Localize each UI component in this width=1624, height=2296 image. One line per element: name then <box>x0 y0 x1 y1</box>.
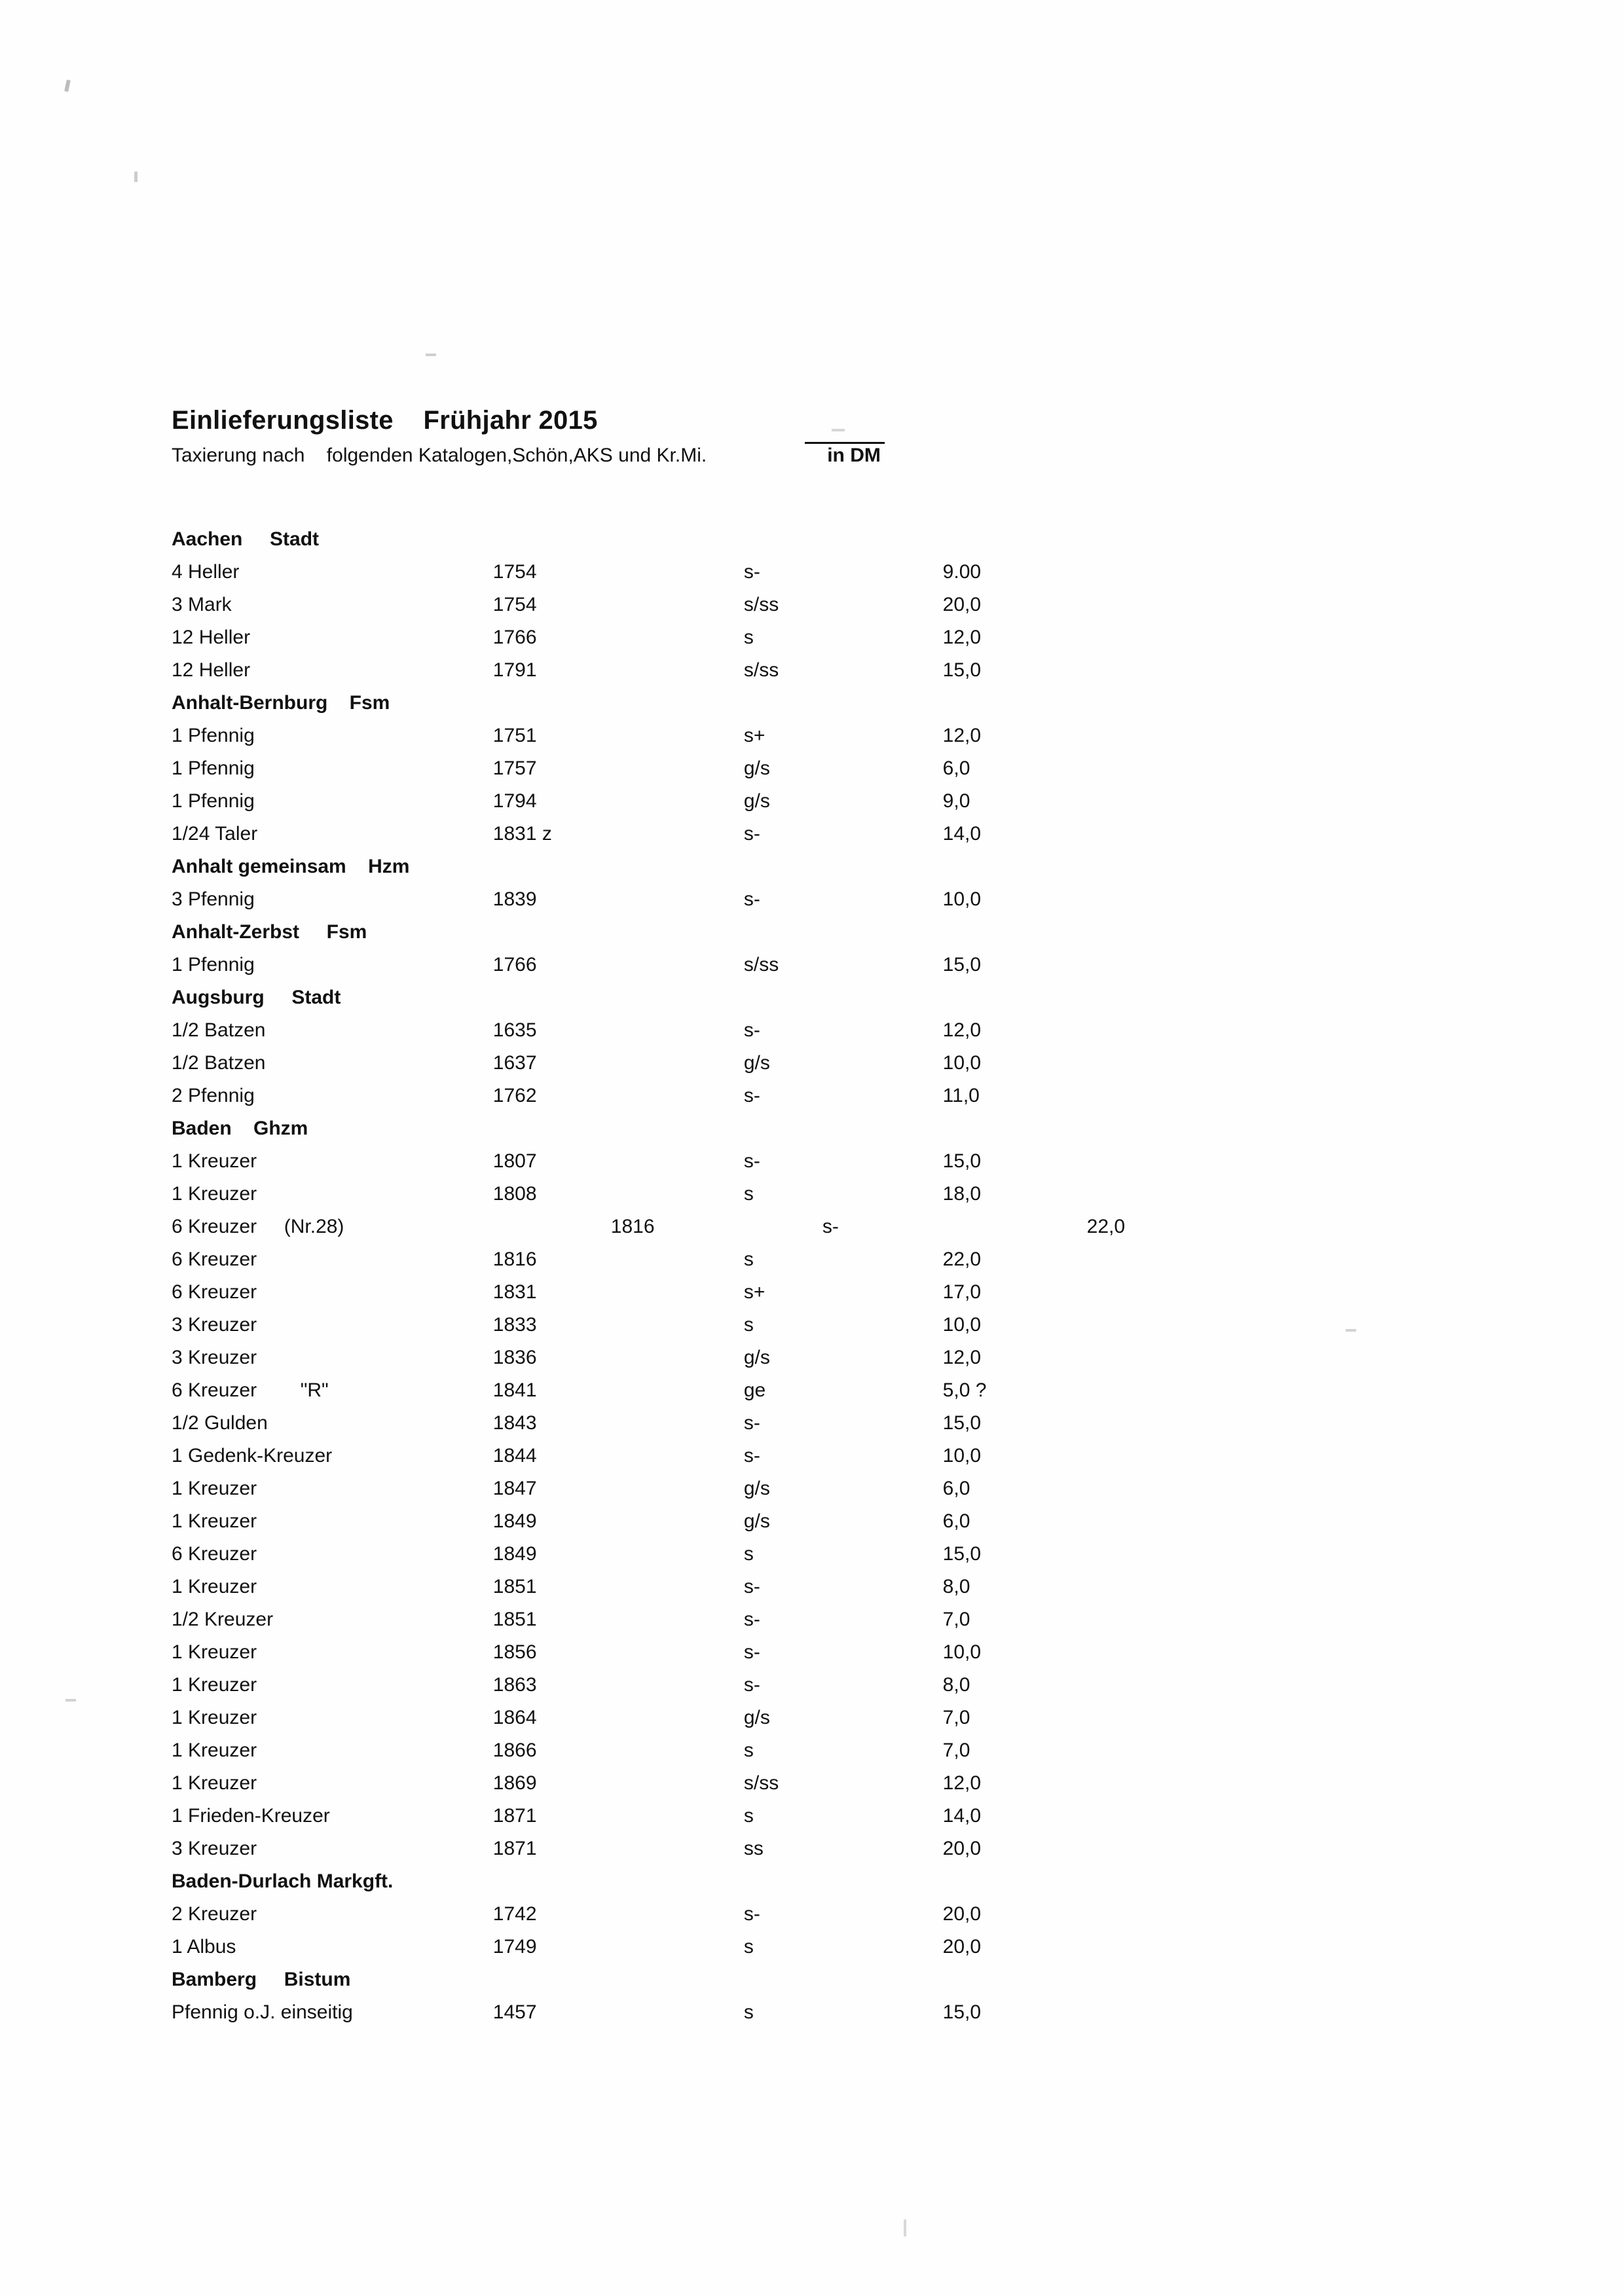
cell-denomination: 1 Pfennig <box>172 790 255 812</box>
cell-denomination: 3 Pfennig <box>172 888 255 910</box>
table-row <box>172 1669 1246 1702</box>
cell-denomination: Baden Ghzm <box>172 1118 308 1139</box>
cell-year <box>493 1865 744 1898</box>
cell-year: 1637 <box>492 1052 537 1074</box>
scan-artifact-speck <box>904 2219 906 2236</box>
cell-grade: ge <box>743 1379 766 1401</box>
table-row <box>172 785 1246 818</box>
cell-price <box>943 523 1246 556</box>
cell-year: 1836 <box>492 1347 537 1368</box>
table-row <box>172 1767 1246 1800</box>
cell-year <box>493 523 744 556</box>
cell-grade: s+ <box>743 1281 766 1303</box>
cell-year <box>493 1112 744 1145</box>
table-row <box>172 1538 1246 1571</box>
cell-grade: s <box>743 2001 754 2023</box>
cell-year: 1856 <box>492 1641 537 1663</box>
cell-price: 8,0 <box>942 1674 970 1696</box>
cell-denomination: 1 Kreuzer <box>172 1576 257 1597</box>
cell-price: 12,0 <box>942 725 982 746</box>
cell-year: 1808 <box>492 1183 537 1205</box>
cell-denomination: 1/2 Kreuzer <box>172 1609 274 1630</box>
table-row <box>172 556 1246 589</box>
cell-price: 10,0 <box>942 1314 982 1336</box>
table-group-header <box>172 1865 1246 1898</box>
table-row <box>172 1407 1246 1440</box>
cell-price: 5,0 ? <box>942 1379 987 1401</box>
scan-artifact-speck <box>65 1699 76 1702</box>
cell-denomination: Augsburg Stadt <box>172 987 341 1008</box>
cell-year: 1791 <box>492 659 537 681</box>
cell-price: 15,0 <box>942 1412 982 1434</box>
cell-price: 20,0 <box>942 1903 982 1925</box>
cell-denomination: 1/24 Taler <box>172 823 258 845</box>
table-row <box>172 1931 1246 1963</box>
cell-denomination: 1 Pfennig <box>172 757 255 779</box>
cell-denomination: Aachen Stadt <box>172 528 320 550</box>
cell-grade: s <box>743 1248 754 1270</box>
table-row <box>172 1472 1246 1505</box>
cell-grade: s- <box>743 1019 760 1041</box>
cell-grade: s- <box>743 823 760 845</box>
cell-year: 1762 <box>492 1085 537 1106</box>
cell-year: 1863 <box>492 1674 537 1696</box>
cell-year: 1839 <box>492 888 537 910</box>
cell-grade: s- <box>743 1674 760 1696</box>
cell-year: 1751 <box>492 725 537 746</box>
cell-grade: s/ss <box>743 659 779 681</box>
cell-grade: s- <box>743 1641 760 1663</box>
cell-price: 15,0 <box>942 2001 982 2023</box>
table-group-header <box>172 523 1246 556</box>
cell-year <box>493 1963 744 1996</box>
cell-grade: s- <box>743 561 760 583</box>
cell-grade: g/s <box>743 1347 770 1368</box>
catalog-note: Taxierung nach folgenden Katalogen,Schön,AKS und Kr.Mi. <box>172 445 707 466</box>
table-row <box>172 1014 1246 1047</box>
cell-denomination: 1 Kreuzer <box>172 1150 257 1172</box>
table-row <box>172 1080 1246 1112</box>
cell-grade: s/ss <box>743 1772 779 1794</box>
scan-artifact-speck <box>426 354 436 356</box>
cell-denomination: 3 Kreuzer <box>172 1314 257 1336</box>
page-title: Einlieferungsliste Frühjahr 2015 <box>172 406 598 435</box>
table-group-header <box>172 850 1246 883</box>
cell-denomination: 1 Frieden-Kreuzer <box>172 1805 330 1827</box>
cell-denomination: 12 Heller <box>172 659 251 681</box>
cell-grade: s <box>743 1740 754 1761</box>
cell-denomination: 12 Heller <box>172 627 251 648</box>
cell-grade: g/s <box>743 1707 770 1728</box>
cell-denomination: 6 Kreuzer (Nr.28) <box>172 1216 344 1237</box>
table-row <box>172 752 1246 785</box>
table-row <box>172 1440 1246 1472</box>
table-row <box>172 1996 1246 2029</box>
cell-grade: s- <box>743 1576 760 1597</box>
table-row <box>172 654 1246 687</box>
coin-listing-table <box>172 523 1246 2029</box>
cell-price: 15,0 <box>942 1543 982 1565</box>
table-row <box>172 1178 1246 1211</box>
cell-price: 22,0 <box>942 1248 982 1270</box>
cell-grade: s- <box>743 1150 760 1172</box>
cell-year: 1757 <box>492 757 537 779</box>
table-row <box>172 818 1246 850</box>
document-body <box>172 406 1416 2029</box>
cell-price: 12,0 <box>942 1772 982 1794</box>
cell-grade: g/s <box>743 790 770 812</box>
cell-denomination: 1 Kreuzer <box>172 1641 257 1663</box>
cell-year: 1749 <box>492 1936 537 1958</box>
cell-price: 15,0 <box>942 659 982 681</box>
cell-denomination: 4 Heller <box>172 561 240 583</box>
cell-denomination: Anhalt gemeinsam Hzm <box>172 856 410 877</box>
cell-price: 15,0 <box>942 954 982 975</box>
cell-year: 1754 <box>492 594 537 615</box>
cell-denomination: 6 Kreuzer <box>172 1248 257 1270</box>
cell-price: 7,0 <box>942 1707 970 1728</box>
cell-year: 1816 <box>610 1216 655 1237</box>
cell-year: 1844 <box>492 1445 537 1467</box>
table-row <box>172 1211 1246 1243</box>
cell-grade: s <box>743 627 754 648</box>
table-row <box>172 1243 1246 1276</box>
cell-year: 1871 <box>492 1805 537 1827</box>
cell-denomination: 6 Kreuzer "R" <box>172 1379 329 1401</box>
table-group-header <box>172 916 1246 949</box>
cell-denomination: 1 Kreuzer <box>172 1772 257 1794</box>
cell-grade: s/ss <box>743 954 779 975</box>
cell-price: 22,0 <box>1086 1216 1126 1237</box>
cell-grade: s <box>743 1183 754 1205</box>
cell-year: 1833 <box>492 1314 537 1336</box>
table-row <box>172 1047 1246 1080</box>
cell-price: 18,0 <box>942 1183 982 1205</box>
cell-denomination: 1 Kreuzer <box>172 1674 257 1696</box>
cell-price: 20,0 <box>942 594 982 615</box>
table-row <box>172 883 1246 916</box>
cell-denomination: 1/2 Gulden <box>172 1412 268 1434</box>
cell-denomination: 2 Pfennig <box>172 1085 255 1106</box>
cell-year: 1847 <box>492 1478 537 1499</box>
cell-denomination: 3 Mark <box>172 594 232 615</box>
table-row <box>172 949 1246 981</box>
cell-year: 1831 <box>492 1281 537 1303</box>
cell-year: 1766 <box>492 627 537 648</box>
cell-price: 10,0 <box>942 1641 982 1663</box>
cell-year <box>493 687 744 720</box>
cell-grade: s <box>743 1936 754 1958</box>
cell-price: 10,0 <box>942 1052 982 1074</box>
table-row <box>172 720 1246 752</box>
table-group-header <box>172 687 1246 720</box>
cell-denomination: Baden-Durlach Markgft. <box>172 1870 394 1892</box>
cell-grade: s- <box>822 1216 839 1237</box>
cell-denomination: Anhalt-Bernburg Fsm <box>172 692 390 714</box>
table-row <box>172 1898 1246 1931</box>
cell-grade <box>744 1112 943 1145</box>
table-row <box>172 589 1246 621</box>
cell-denomination: 6 Kreuzer <box>172 1543 257 1565</box>
cell-year: 1841 <box>492 1379 537 1401</box>
cell-price: 17,0 <box>942 1281 982 1303</box>
cell-price <box>943 1865 1246 1898</box>
table-row <box>172 621 1246 654</box>
cell-price: 12,0 <box>942 627 982 648</box>
cell-price <box>943 1112 1246 1145</box>
cell-year: 1869 <box>492 1772 537 1794</box>
cell-denomination: 3 Kreuzer <box>172 1347 257 1368</box>
table-row <box>172 1276 1246 1309</box>
cell-grade <box>744 523 943 556</box>
cell-denomination: Pfennig o.J. einseitig <box>172 2001 353 2023</box>
table-row <box>172 1702 1246 1734</box>
cell-grade <box>744 981 943 1014</box>
cell-year: 1816 <box>492 1248 537 1270</box>
cell-denomination: 1 Kreuzer <box>172 1183 257 1205</box>
cell-year: 1851 <box>492 1609 537 1630</box>
cell-price: 20,0 <box>942 1838 982 1859</box>
cell-denomination: 1/2 Batzen <box>172 1052 266 1074</box>
scan-artifact-speck <box>134 172 138 182</box>
table-row <box>172 1636 1246 1669</box>
cell-grade: ss <box>743 1838 764 1859</box>
cell-denomination: 1 Pfennig <box>172 954 255 975</box>
cell-year: 1864 <box>492 1707 537 1728</box>
cell-grade: g/s <box>743 1052 770 1074</box>
table-row <box>172 1800 1246 1832</box>
table-row <box>172 1374 1246 1407</box>
cell-year: 1807 <box>492 1150 537 1172</box>
cell-year: 1849 <box>492 1510 537 1532</box>
cell-price: 10,0 <box>942 888 982 910</box>
table-row <box>172 1505 1246 1538</box>
cell-price: 12,0 <box>942 1019 982 1041</box>
cell-denomination: 1/2 Batzen <box>172 1019 266 1041</box>
cell-grade: g/s <box>743 1510 770 1532</box>
cell-price: 20,0 <box>942 1936 982 1958</box>
cell-grade: s/ss <box>743 594 779 615</box>
cell-denomination: 3 Kreuzer <box>172 1838 257 1859</box>
cell-year: 1794 <box>492 790 537 812</box>
cell-grade <box>744 1865 943 1898</box>
cell-grade <box>744 850 943 883</box>
cell-year: 1754 <box>492 561 537 583</box>
cell-price <box>943 916 1246 949</box>
scan-artifact-speck <box>64 80 71 92</box>
cell-grade: g/s <box>743 757 770 779</box>
cell-year: 1849 <box>492 1543 537 1565</box>
cell-grade: s- <box>743 1445 760 1467</box>
cell-year: 1831 z <box>492 823 552 845</box>
cell-price: 11,0 <box>942 1085 980 1106</box>
cell-grade: s- <box>743 1085 760 1106</box>
cell-denomination: 1 Gedenk-Kreuzer <box>172 1445 333 1467</box>
cell-grade: s <box>743 1314 754 1336</box>
cell-price: 9,0 <box>942 790 970 812</box>
cell-price: 14,0 <box>942 823 982 845</box>
subtitle-row <box>172 442 1416 467</box>
cell-year: 1635 <box>492 1019 537 1041</box>
cell-year: 1871 <box>492 1838 537 1859</box>
table-row <box>172 1603 1246 1636</box>
cell-denomination: 1 Albus <box>172 1936 236 1958</box>
cell-price: 9.00 <box>942 561 982 583</box>
currency-note: in DM <box>805 442 885 467</box>
cell-grade: s- <box>743 1903 760 1925</box>
cell-price <box>943 850 1246 883</box>
cell-denomination: 1 Pfennig <box>172 725 255 746</box>
table-group-header <box>172 1112 1246 1145</box>
cell-price: 12,0 <box>942 1347 982 1368</box>
cell-denomination: 1 Kreuzer <box>172 1510 257 1532</box>
cell-denomination: Anhalt-Zerbst Fsm <box>172 921 367 943</box>
table-row <box>172 1734 1246 1767</box>
table-row <box>172 1309 1246 1341</box>
cell-year: 1766 <box>492 954 537 975</box>
cell-price: 6,0 <box>942 1478 970 1499</box>
cell-price: 7,0 <box>942 1740 970 1761</box>
table-row <box>172 1832 1246 1865</box>
cell-grade: s- <box>743 1609 760 1630</box>
cell-grade: s- <box>743 1412 760 1434</box>
cell-grade <box>744 916 943 949</box>
cell-year: 1457 <box>492 2001 537 2023</box>
cell-denomination: 1 Kreuzer <box>172 1707 257 1728</box>
cell-year: 1843 <box>492 1412 537 1434</box>
cell-denomination: 1 Kreuzer <box>172 1478 257 1499</box>
table-row <box>172 1571 1246 1603</box>
cell-year <box>493 981 744 1014</box>
cell-price: 14,0 <box>942 1805 982 1827</box>
table-row <box>172 1341 1246 1374</box>
cell-price: 10,0 <box>942 1445 982 1467</box>
cell-denomination: 6 Kreuzer <box>172 1281 257 1303</box>
cell-grade <box>744 687 943 720</box>
cell-denomination: 1 Kreuzer <box>172 1740 257 1761</box>
cell-grade: s <box>743 1805 754 1827</box>
cell-grade <box>744 1963 943 1996</box>
cell-price: 15,0 <box>942 1150 982 1172</box>
cell-denomination: Bamberg Bistum <box>172 1969 351 1990</box>
cell-denomination: 2 Kreuzer <box>172 1903 257 1925</box>
cell-price: 8,0 <box>942 1576 970 1597</box>
table-row <box>172 1145 1246 1178</box>
cell-year: 1742 <box>492 1903 537 1925</box>
cell-grade: s <box>743 1543 754 1565</box>
cell-grade: g/s <box>743 1478 770 1499</box>
cell-price: 6,0 <box>942 1510 970 1532</box>
cell-year <box>493 850 744 883</box>
coin-listing-body <box>172 523 1246 2029</box>
cell-price: 6,0 <box>942 757 970 779</box>
cell-grade: s- <box>743 888 760 910</box>
table-group-header <box>172 981 1246 1014</box>
cell-price: 7,0 <box>942 1609 970 1630</box>
cell-grade: s+ <box>743 725 766 746</box>
cell-price <box>943 687 1246 720</box>
cell-price <box>943 1963 1246 1996</box>
cell-year: 1866 <box>492 1740 537 1761</box>
cell-price <box>943 981 1246 1014</box>
table-group-header <box>172 1963 1246 1996</box>
cell-year: 1851 <box>492 1576 537 1597</box>
cell-year <box>493 916 744 949</box>
